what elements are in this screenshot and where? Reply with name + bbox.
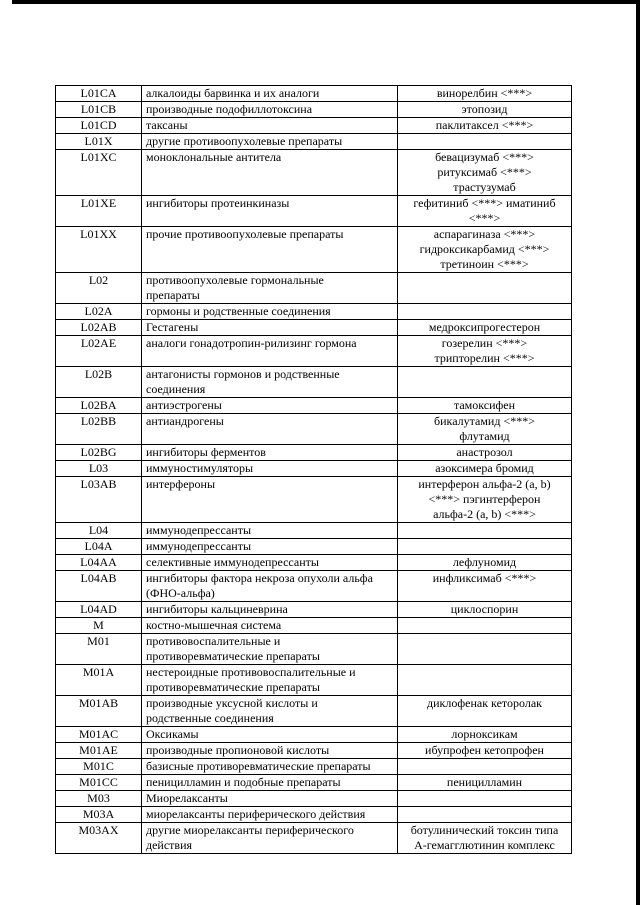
group-name-cell: селективные иммунодепрессанты [142, 555, 398, 571]
group-name-cell: ингибиторы протеинкиназы [142, 196, 398, 227]
group-name-cell: базисные противоревматические препараты [142, 759, 398, 775]
drug-names-cell [398, 618, 572, 634]
table-row [56, 227, 572, 273]
atc-code-cell: L02AB [56, 320, 142, 336]
atc-code-cell: M03 [56, 791, 142, 807]
drug-names-cell: лефлуномид [398, 555, 572, 571]
drug-names-cell: лорноксикам [398, 727, 572, 743]
table-row [56, 665, 572, 696]
group-name-cell: таксаны [142, 118, 398, 134]
table-row [56, 602, 572, 618]
atc-code-cell: L02A [56, 304, 142, 320]
table-row [56, 477, 572, 523]
table-row [56, 727, 572, 743]
group-name-cell: производные подофиллотоксина [142, 102, 398, 118]
group-name-cell: противовоспалительные и противоревматические препараты [142, 634, 398, 665]
table-row [56, 273, 572, 304]
group-name-cell: антиандрогены [142, 414, 398, 445]
table-row [56, 398, 572, 414]
atc-code-cell: M01AB [56, 696, 142, 727]
table-row [56, 336, 572, 367]
atc-code-cell: L04AD [56, 602, 142, 618]
drug-names-cell: интерферон альфа-2 (a, b) <***> пэгинтерферон альфа-2 (a, b) <***> [398, 477, 572, 523]
table-row [56, 118, 572, 134]
table-row [56, 445, 572, 461]
atc-code-cell: L01CA [56, 86, 142, 102]
drug-names-cell [398, 807, 572, 823]
atc-code-cell: L02BG [56, 445, 142, 461]
group-name-cell: производные пропионовой кислоты [142, 743, 398, 759]
table-row [56, 367, 572, 398]
drug-names-cell: гефитиниб <***> иматиниб <***> [398, 196, 572, 227]
atc-code-cell: L02BA [56, 398, 142, 414]
table-row [56, 743, 572, 759]
group-name-cell: иммунодепрессанты [142, 539, 398, 555]
scan-edge-top [12, 0, 640, 4]
group-name-cell: костно-мышечная система [142, 618, 398, 634]
drug-names-cell: бевацизумаб <***> ритуксимаб <***> трастузумаб [398, 150, 572, 196]
group-name-cell: ингибиторы фактора некроза опухоли альфа (ФНО-альфа) [142, 571, 398, 602]
group-name-cell: миорелаксанты периферического действия [142, 807, 398, 823]
atc-code-cell: L03 [56, 461, 142, 477]
drug-names-cell: азоксимера бромид [398, 461, 572, 477]
drug-names-cell: ибупрофен кетопрофен [398, 743, 572, 759]
drug-names-cell [398, 367, 572, 398]
group-name-cell: производные уксусной кислоты и родственные соединения [142, 696, 398, 727]
table-row [56, 150, 572, 196]
scan-edge-right [636, 0, 640, 905]
atc-code-cell: L01CD [56, 118, 142, 134]
atc-code-cell: L04A [56, 539, 142, 555]
drug-names-cell: винорелбин <***> [398, 86, 572, 102]
drug-names-cell [398, 304, 572, 320]
atc-code-cell: M [56, 618, 142, 634]
drug-names-cell: диклофенак кеторолак [398, 696, 572, 727]
table-row [56, 461, 572, 477]
atc-code-cell: L03AB [56, 477, 142, 523]
drug-names-cell: ботулинический токсин типа A-гемагглютинин комплекс [398, 823, 572, 854]
group-name-cell: нестероидные противовоспалительные и противоревматические препараты [142, 665, 398, 696]
atc-code-cell: L04 [56, 523, 142, 539]
group-name-cell: антиэстрогены [142, 398, 398, 414]
atc-code-cell: M03AX [56, 823, 142, 854]
atc-code-cell: L01XC [56, 150, 142, 196]
atc-code-cell: L02 [56, 273, 142, 304]
drug-names-cell: тамоксифен [398, 398, 572, 414]
table-row [56, 823, 572, 854]
drug-names-cell [398, 523, 572, 539]
drug-names-cell: аспарагиназа <***> гидроксикарбамид <***> третиноин <***> [398, 227, 572, 273]
drug-names-cell: гозерелин <***> трипторелин <***> [398, 336, 572, 367]
drug-names-cell: бикалутамид <***> флутамид [398, 414, 572, 445]
table-row [56, 759, 572, 775]
table-row [56, 304, 572, 320]
atc-code-cell: M03A [56, 807, 142, 823]
drug-classification-table [55, 85, 572, 854]
table-row [56, 134, 572, 150]
table-row [56, 414, 572, 445]
table-row [56, 523, 572, 539]
atc-code-cell: L02B [56, 367, 142, 398]
table-row [56, 86, 572, 102]
table-row [56, 102, 572, 118]
table-row [56, 539, 572, 555]
drug-names-cell [398, 134, 572, 150]
group-name-cell: алкалоиды барвинка и их аналоги [142, 86, 398, 102]
table-body [56, 86, 572, 854]
drug-names-cell: инфликсимаб <***> [398, 571, 572, 602]
atc-code-cell: M01A [56, 665, 142, 696]
atc-code-cell: L01XE [56, 196, 142, 227]
group-name-cell: другие миорелаксанты периферического действия [142, 823, 398, 854]
group-name-cell: иммунодепрессанты [142, 523, 398, 539]
atc-code-cell: L01XX [56, 227, 142, 273]
drug-names-cell: циклоспорин [398, 602, 572, 618]
table-row [56, 791, 572, 807]
group-name-cell: аналоги гонадотропин-рилизинг гормона [142, 336, 398, 367]
drug-names-cell [398, 665, 572, 696]
atc-code-cell: L01X [56, 134, 142, 150]
atc-code-cell: M01 [56, 634, 142, 665]
atc-code-cell: L04AB [56, 571, 142, 602]
atc-code-cell: M01AC [56, 727, 142, 743]
drug-names-cell [398, 759, 572, 775]
atc-code-cell: M01C [56, 759, 142, 775]
atc-code-cell: L02BB [56, 414, 142, 445]
group-name-cell: ингибиторы кальциневрина [142, 602, 398, 618]
group-name-cell: Оксикамы [142, 727, 398, 743]
group-name-cell: антагонисты гормонов и родственные соединения [142, 367, 398, 398]
table-row [56, 555, 572, 571]
atc-code-cell: M01CC [56, 775, 142, 791]
drug-names-cell: этопозид [398, 102, 572, 118]
table-row [56, 775, 572, 791]
atc-code-cell: M01AE [56, 743, 142, 759]
group-name-cell: иммуностимуляторы [142, 461, 398, 477]
drug-names-cell: паклитаксел <***> [398, 118, 572, 134]
drug-names-cell [398, 273, 572, 304]
drug-names-cell: пеницилламин [398, 775, 572, 791]
group-name-cell: прочие противоопухолевые препараты [142, 227, 398, 273]
table-row [56, 320, 572, 336]
atc-code-cell: L01CB [56, 102, 142, 118]
group-name-cell: Миорелаксанты [142, 791, 398, 807]
group-name-cell: пеницилламин и подобные препараты [142, 775, 398, 791]
table-row [56, 618, 572, 634]
table-row [56, 696, 572, 727]
drug-names-cell [398, 791, 572, 807]
table-row [56, 807, 572, 823]
drug-names-cell: медроксипрогестерон [398, 320, 572, 336]
table-row [56, 634, 572, 665]
drug-names-cell [398, 634, 572, 665]
atc-code-cell: L02AE [56, 336, 142, 367]
group-name-cell: противоопухолевые гормональные препараты [142, 273, 398, 304]
table-row [56, 196, 572, 227]
drug-names-cell [398, 539, 572, 555]
drug-names-cell: анастрозол [398, 445, 572, 461]
group-name-cell: гормоны и родственные соединения [142, 304, 398, 320]
atc-code-cell: L04AA [56, 555, 142, 571]
table-row [56, 571, 572, 602]
group-name-cell: интерфероны [142, 477, 398, 523]
group-name-cell: Гестагены [142, 320, 398, 336]
group-name-cell: моноклональные антитела [142, 150, 398, 196]
group-name-cell: другие противоопухолевые препараты [142, 134, 398, 150]
group-name-cell: ингибиторы ферментов [142, 445, 398, 461]
